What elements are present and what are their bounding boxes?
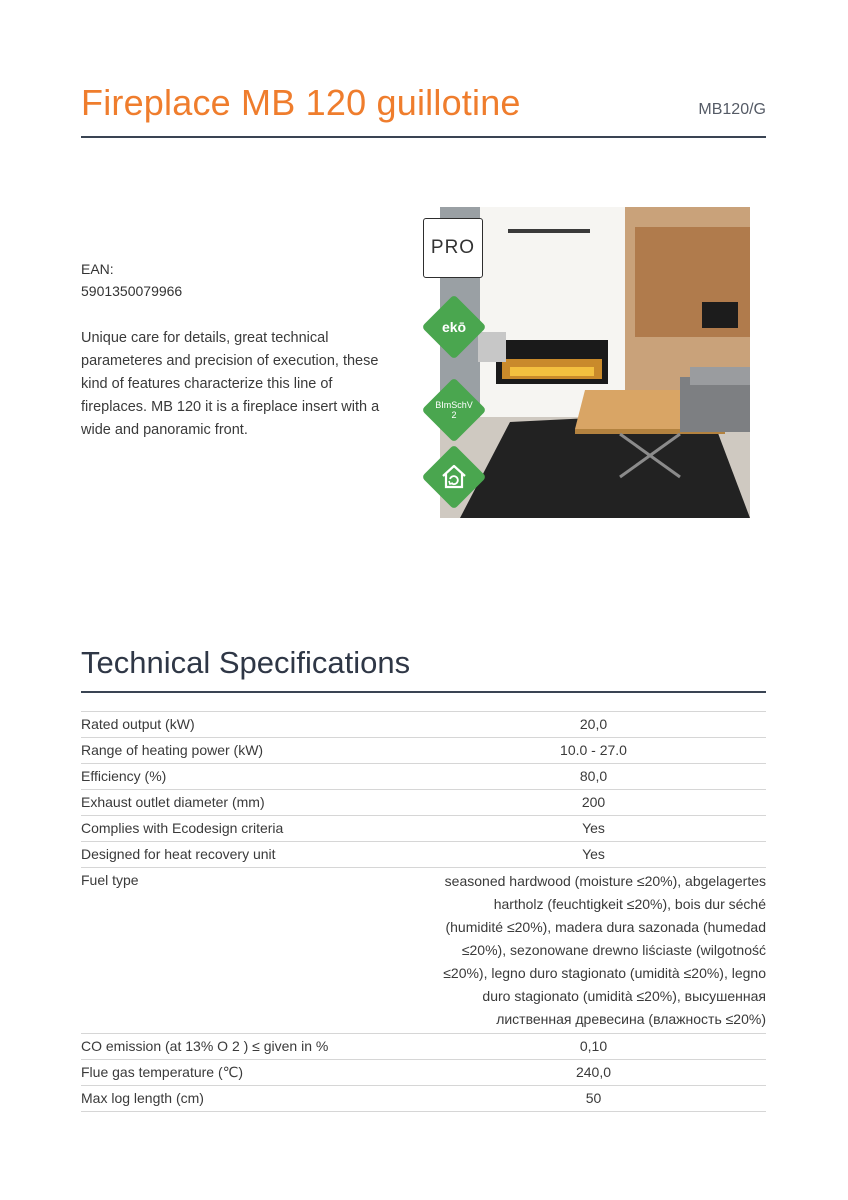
heat-recovery-badge xyxy=(421,444,487,510)
spec-label: Exhaust outlet diameter (mm) xyxy=(81,790,421,816)
spec-value: 10.0 - 27.0 xyxy=(421,738,766,764)
table-row xyxy=(81,1034,766,1060)
table-row xyxy=(81,1086,766,1112)
spec-value: 200 xyxy=(421,790,766,816)
ean-value: 5901350079966 xyxy=(81,283,183,299)
blmschv-badge-level: 2 xyxy=(451,410,457,420)
spec-label: Designed for heat recovery unit xyxy=(81,842,421,868)
table-row xyxy=(81,764,766,790)
spec-label: Range of heating power (kW) xyxy=(81,738,421,764)
spec-label: Complies with Ecodesign criteria xyxy=(81,816,421,842)
table-row xyxy=(81,738,766,764)
eko-badge xyxy=(421,294,487,360)
page-title: Fireplace MB 120 guillotine xyxy=(81,82,521,123)
spec-value: seasoned hardwood (moisture ≤20%), abgelagertes hartholz (feuchtigkeit ≤20%), bois dur séché (humidité ≤20%), madera dura sazonada (humedad ≤20%), sezonowane drewno liściaste (wilgotność ≤20%), legno duro stagionato (umidità ≤20%), legno duro stagionato (umidità ≤20%), высушенная лиственная древесина (влажность ≤20%) xyxy=(443,873,766,1027)
spec-value: 20,0 xyxy=(421,712,766,738)
table-row xyxy=(81,868,766,1034)
page-header xyxy=(81,80,766,138)
product-code: MB120/G xyxy=(698,101,766,118)
spec-value: 80,0 xyxy=(421,764,766,790)
blmschv-badge xyxy=(421,377,487,443)
spec-label: Flue gas temperature (℃) xyxy=(81,1060,421,1086)
pro-badge-label: PRO xyxy=(430,237,476,258)
specs-heading: Technical Specifications xyxy=(81,645,411,680)
specs-table xyxy=(81,711,766,1112)
spec-value: 0,10 xyxy=(421,1034,766,1060)
spec-label: Rated output (kW) xyxy=(81,712,421,738)
spec-label: Fuel type xyxy=(81,868,421,1034)
spec-label: CO emission (at 13% O 2 ) ≤ given in % xyxy=(81,1034,421,1060)
specs-divider xyxy=(81,691,766,693)
pro-badge xyxy=(423,218,483,278)
ean-label: EAN: xyxy=(81,261,114,277)
product-description: Unique care for details, great technical parameteres and precision of execution, these kind of features characterize this line of fireplaces. MB 120 it is a fireplace insert with a wide and panoramic front. xyxy=(81,330,380,438)
spec-label: Max log length (cm) xyxy=(81,1086,421,1112)
table-row xyxy=(81,790,766,816)
spec-value: 240,0 xyxy=(421,1060,766,1086)
table-row xyxy=(81,712,766,738)
house-arrows-icon xyxy=(437,460,471,494)
spec-value: 50 xyxy=(421,1086,766,1112)
spec-value: Yes xyxy=(421,842,766,868)
blmschv-badge-label: BImSchV xyxy=(435,400,473,410)
spec-label: Efficiency (%) xyxy=(81,764,421,790)
table-row xyxy=(81,1060,766,1086)
spec-value: Yes xyxy=(421,816,766,842)
table-row xyxy=(81,842,766,868)
eko-badge-label: ekō xyxy=(441,319,467,335)
table-row xyxy=(81,816,766,842)
